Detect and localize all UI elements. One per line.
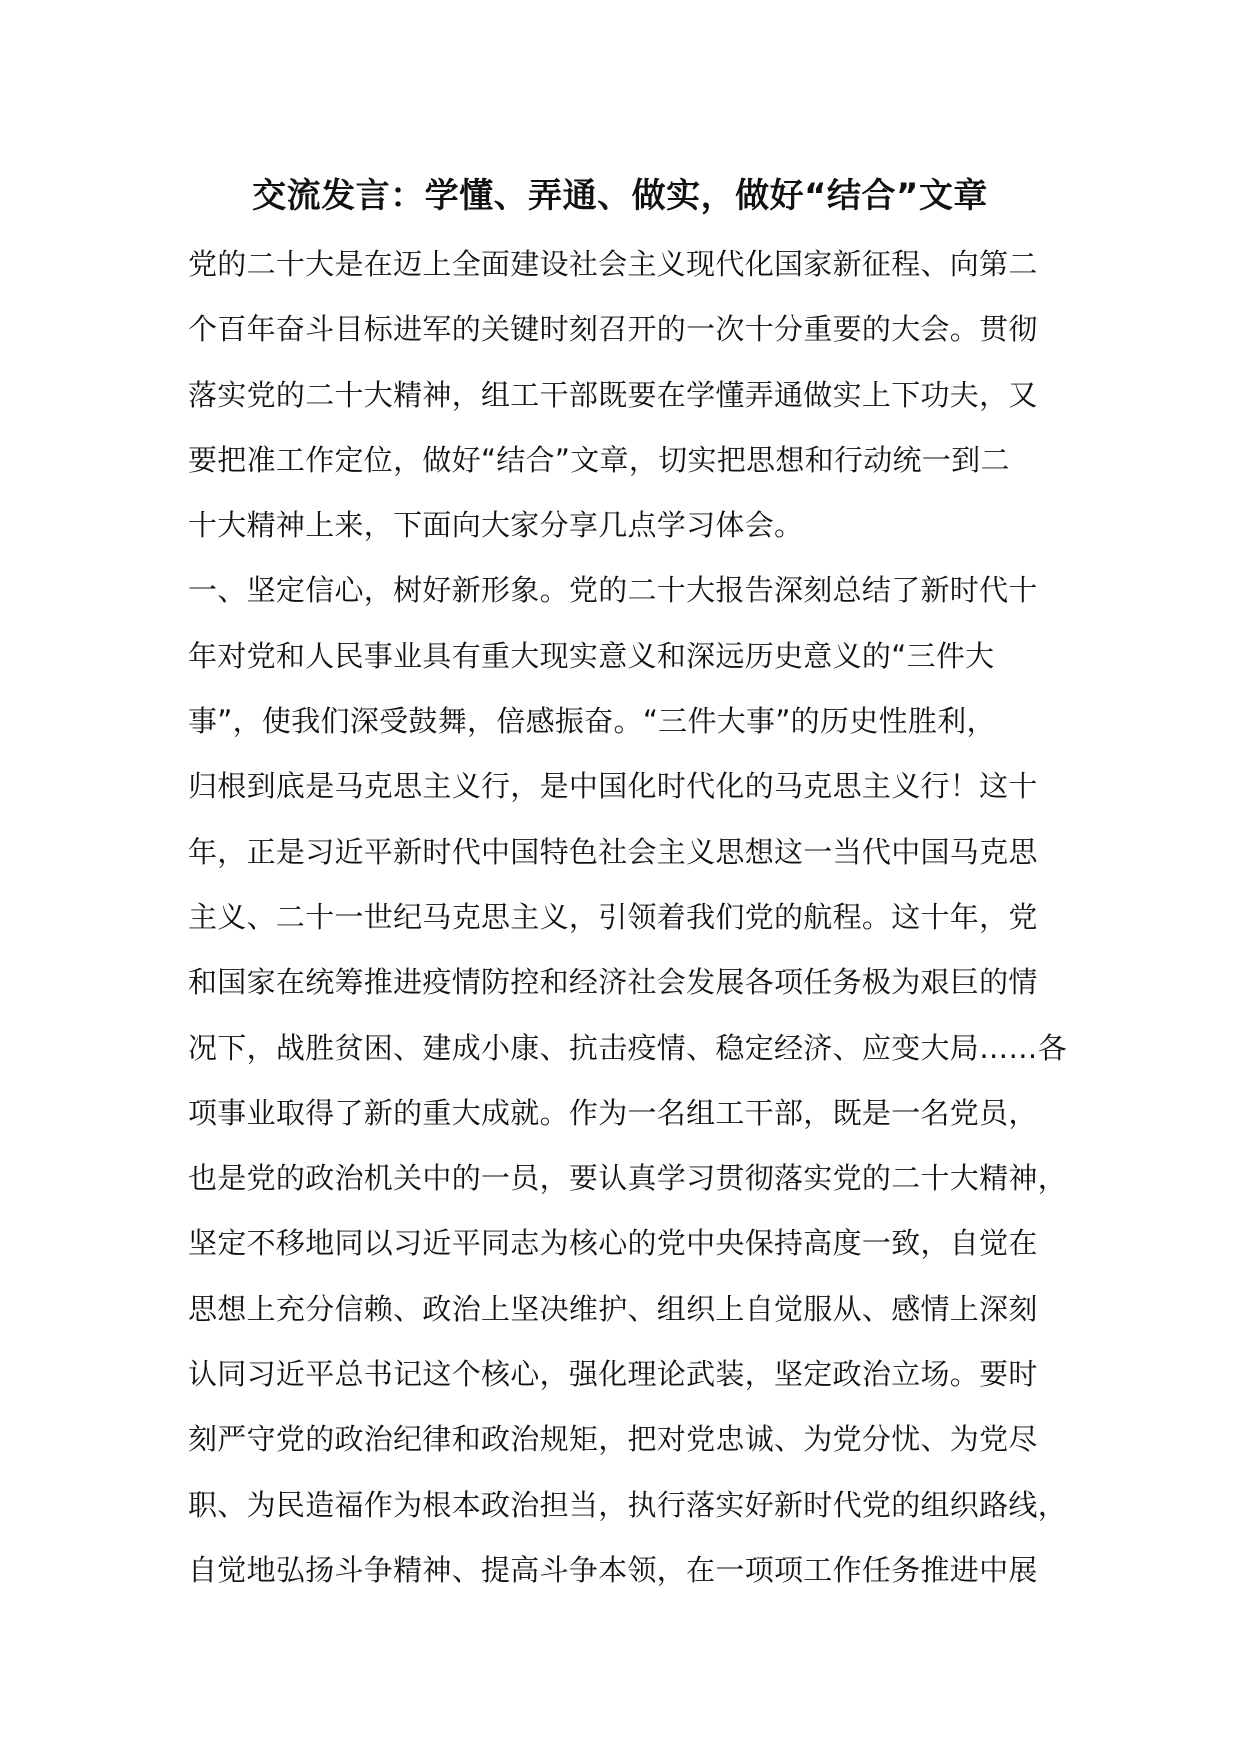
document-body (188, 232, 1088, 1603)
text-line: 思想上充分信赖、政治上坚决维护、组织上自觉服从、感情上深刻 (188, 1291, 1038, 1326)
text-line: 年对党和人民事业具有重大现实意义和深远历史意义的“三件大 (188, 638, 995, 673)
text-line: 项事业取得了新的重大成就。作为一名组工干部，既是一名党员， (188, 1095, 1038, 1130)
text-line: 况下，战胜贫困、建成小康、抗击疫情、稳定经济、应变大局……各 (188, 1030, 1068, 1065)
text-line: 自觉地弘扬斗争精神、提高斗争本领，在一项项工作任务推进中展 (188, 1552, 1038, 1587)
text-line: 年，正是习近平新时代中国特色社会主义思想这一当代中国马克思 (188, 834, 1038, 869)
text-line: 和国家在统筹推进疫情防控和经济社会发展各项任务极为艰巨的情 (188, 965, 1038, 1000)
text-line: 十大精神上来，下面向大家分享几点学习体会。 (188, 508, 804, 543)
text-line: 个百年奋斗目标进军的关键时刻召开的一次十分重要的大会。贯彻 (188, 312, 1038, 347)
text-line: 党的二十大是在迈上全面建设社会主义现代化国家新征程、向第二 (188, 247, 1038, 281)
text-line: 一、坚定信心，树好新形象。党的二十大报告深刻总结了新时代十 (188, 573, 1038, 608)
text-line: 刻严守党的政治纪律和政治规矩，把对党忠诚、为党分忧、为党尽 (188, 1422, 1038, 1457)
document-title: 交流发言：学懂、弄通、做实，做好“结合”文章 (252, 176, 988, 216)
text-line: 主义、二十一世纪马克思主义，引领着我们党的航程。这十年，党 (188, 899, 1038, 934)
text-line: 职、为民造福作为根本政治担当，执行落实好新时代党的组织路线， (188, 1487, 1068, 1522)
text-line: 认同习近平总书记这个核心，强化理论武装，坚定政治立场。要时 (188, 1357, 1038, 1392)
text-line: 归根到底是马克思主义行，是中国化时代化的马克思主义行！这十 (188, 769, 1038, 804)
text-line: 也是党的政治机关中的一员，要认真学习贯彻落实党的二十大精神， (188, 1161, 1068, 1196)
text-line: 要把准工作定位，做好“结合”文章，切实把思想和行动统一到二 (188, 442, 1010, 477)
text-line: 事”，使我们深受鼓舞，倍感振奋。“三件大事”的历史性胜利， (188, 704, 996, 739)
text-line: 落实党的二十大精神，组工干部既要在学懂弄通做实上下功夫，又 (188, 377, 1038, 412)
text-line: 坚定不移地同以习近平同志为核心的党中央保持高度一致，自觉在 (188, 1226, 1038, 1261)
